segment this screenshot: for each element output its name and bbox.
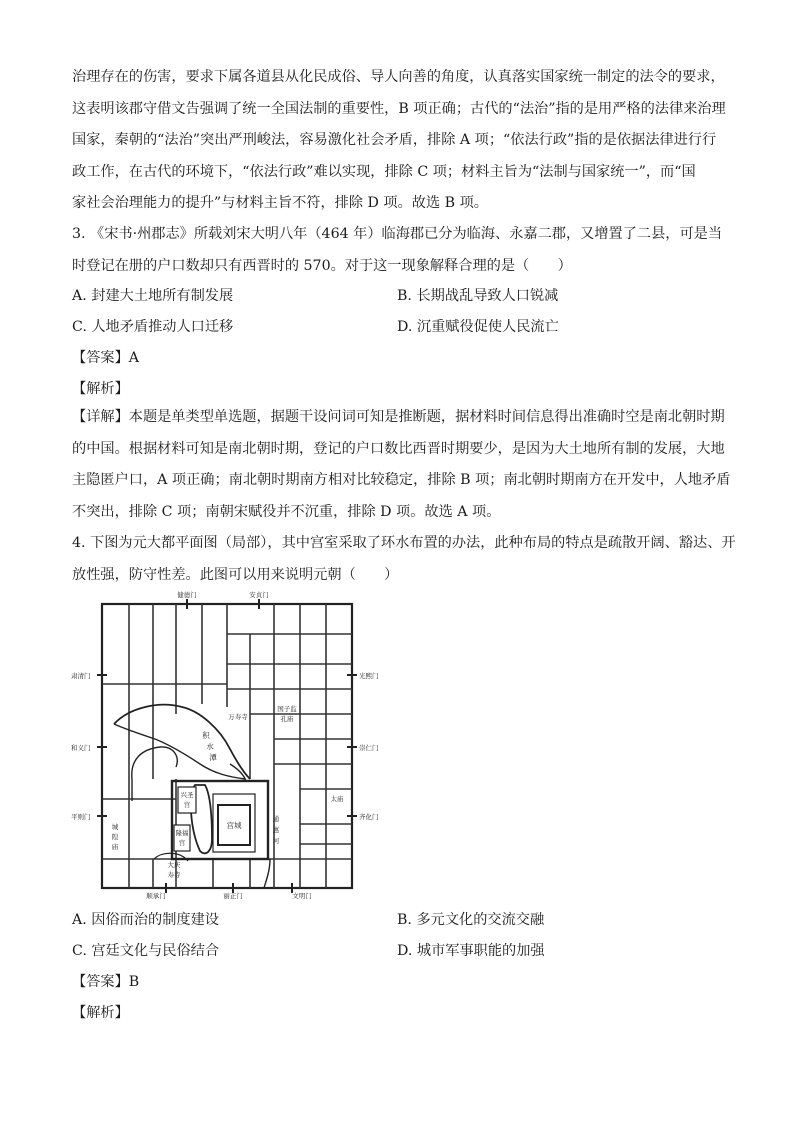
gate-left-3-label: 平则门: [71, 813, 91, 821]
longfu-label-1: 隆福: [175, 829, 189, 837]
map-svg: [70, 589, 379, 901]
answer-value: A: [128, 350, 140, 366]
tonghui-label-2: 惠: [272, 826, 280, 834]
q3-option-a: A. 封建大土地所有制发展: [72, 288, 234, 304]
tonghui-label-1: 通: [272, 815, 280, 823]
yuan-dadu-map: [70, 589, 379, 901]
text-line: 国家，秦朝的“法治”突出严刑峻法，容易激化社会矛盾，排除 A 项；“依法行政”指的是依据法律进行行: [72, 132, 717, 148]
q4-analysis-label: 【解析】: [72, 1005, 129, 1021]
jishuitan-label-1: 积: [202, 731, 210, 740]
xingsheng-label-2: 宫: [183, 801, 191, 809]
text-line: 这表明该郡守借文告强调了统一全国法制的重要性，B 项正确；古代的“法治”指的是用严格的法律来治理: [72, 100, 726, 117]
text-line: 家社会治理能力的提升”与材料主旨不符，排除 D 项。故选 B 项。: [72, 195, 488, 211]
daqing-label-1: 大庆: [167, 861, 181, 869]
gate-bottom-2-label: 丽正门: [223, 892, 243, 900]
daqing-label-2: 寿寺: [167, 871, 181, 879]
gate-right-3-label: 齐化门: [359, 813, 379, 821]
wanshou-temple-label: 万寿寺: [228, 713, 248, 721]
taimiao-label: 太庙: [330, 795, 344, 803]
xingsheng-label-1: 兴圣: [180, 791, 194, 799]
text-line: 【详解】本题是单类型单选题，据题干设问词可知是推断题，据材料时间信息得出准确时空是南北朝时期: [72, 409, 725, 425]
prev-explanation: [72, 62, 726, 220]
answer-label: 【答案】: [72, 350, 129, 366]
gate-left-2-label: 和义门: [71, 744, 91, 752]
chenghuang-label-1: 城: [111, 823, 119, 831]
jishuitan-label-2: 水: [206, 742, 214, 751]
q3-detail: [72, 402, 731, 528]
gate-right-1-label: 光熙门: [359, 672, 379, 680]
text-line: 主隐匿户口，A 项正确；南北朝时期南方相对比较稳定，排除 B 项；南北朝时期南方在开发中，人地矛盾: [72, 472, 731, 488]
guozijian-label-1: 国子监: [277, 705, 297, 713]
text-line: 时登记在册的户口数却只有西晋时的 570。对于这一现象解释合理的是（ ）: [72, 257, 572, 274]
q3-option-c: C. 人地矛盾推动人口迁移: [72, 319, 234, 335]
q4-answer: [72, 972, 139, 992]
gate-bottom-1-label: 顺承门: [146, 892, 166, 900]
text-line: 4. 下图为元大都平面图（局部），其中宫室采取了环水布置的办法，此种布局的特点是疏散开阔、豁达、开: [72, 535, 736, 551]
text-line: 不突出，排除 C 项；南朝宋赋役并不沉重，排除 D 项。故选 A 项。: [72, 503, 501, 520]
gate-bottom-3-label: 文明门: [292, 892, 312, 900]
q3-analysis-label: 【解析】: [72, 381, 129, 397]
tonghui-label-3: 河: [272, 837, 280, 845]
palace-city-label: 宫城: [226, 821, 242, 830]
lake-west-arc: [132, 747, 177, 779]
jishuitan-label-3: 潭: [209, 753, 217, 762]
guozijian-label-2: 孔庙: [280, 715, 294, 723]
answer-value: B: [128, 974, 140, 990]
jishuitan-outline-lower: [114, 724, 245, 779]
q4-option-a: A. 因俗而治的制度建设: [72, 912, 219, 928]
chenghuang-label-3: 庙: [111, 843, 119, 851]
q4-option-c: C. 宫廷文化与民俗结合: [72, 943, 220, 959]
q3-answer: [72, 348, 139, 368]
question-4-stem: [72, 528, 736, 591]
gate-top-right-label: 安贞门: [249, 591, 269, 599]
text-line: 治理存在的伤害，要求下属各道县从化民成俗、导人向善的角度，认真落实国家统一制定的法令的要求，: [72, 69, 725, 85]
answer-label: 【答案】: [72, 974, 129, 990]
text-line: 政工作，在古代的环境下，“依法行政”难以实现，排除 C 项；材料主旨为“法制与国家统一”，而“国: [72, 163, 696, 180]
text-line: 的中国。根据材料可知是南北朝时期，登记的户口数比西晋时期要少，是因为大土地所有制的发展，大地: [72, 440, 725, 457]
q3-option-b: B. 长期战乱导致人口锐减: [397, 288, 559, 304]
q4-option-b: B. 多元文化的交流交融: [397, 912, 545, 928]
question-3-stem: [72, 219, 722, 282]
chenghuang-label-2: 隍: [111, 833, 119, 841]
text-line: 3. 《宋书·州郡志》所载刘宋大明八年（464 年）临海郡已分为临海、永嘉二郡，又增置了二县，可是当: [72, 226, 723, 242]
q3-option-d: D. 沉重赋役促使人民流亡: [397, 319, 559, 335]
gate-top-left-label: 健德门: [177, 591, 197, 599]
gate-right-2-label: 崇仁门: [359, 744, 379, 752]
gate-left-1-label: 肃清门: [71, 672, 91, 680]
q4-option-d: D. 城市军事职能的加强: [397, 943, 545, 959]
text-line: 放性强，防守性差。此图可以用来说明元朝（ ）: [72, 566, 399, 583]
longfu-label-2: 宫: [178, 839, 186, 847]
